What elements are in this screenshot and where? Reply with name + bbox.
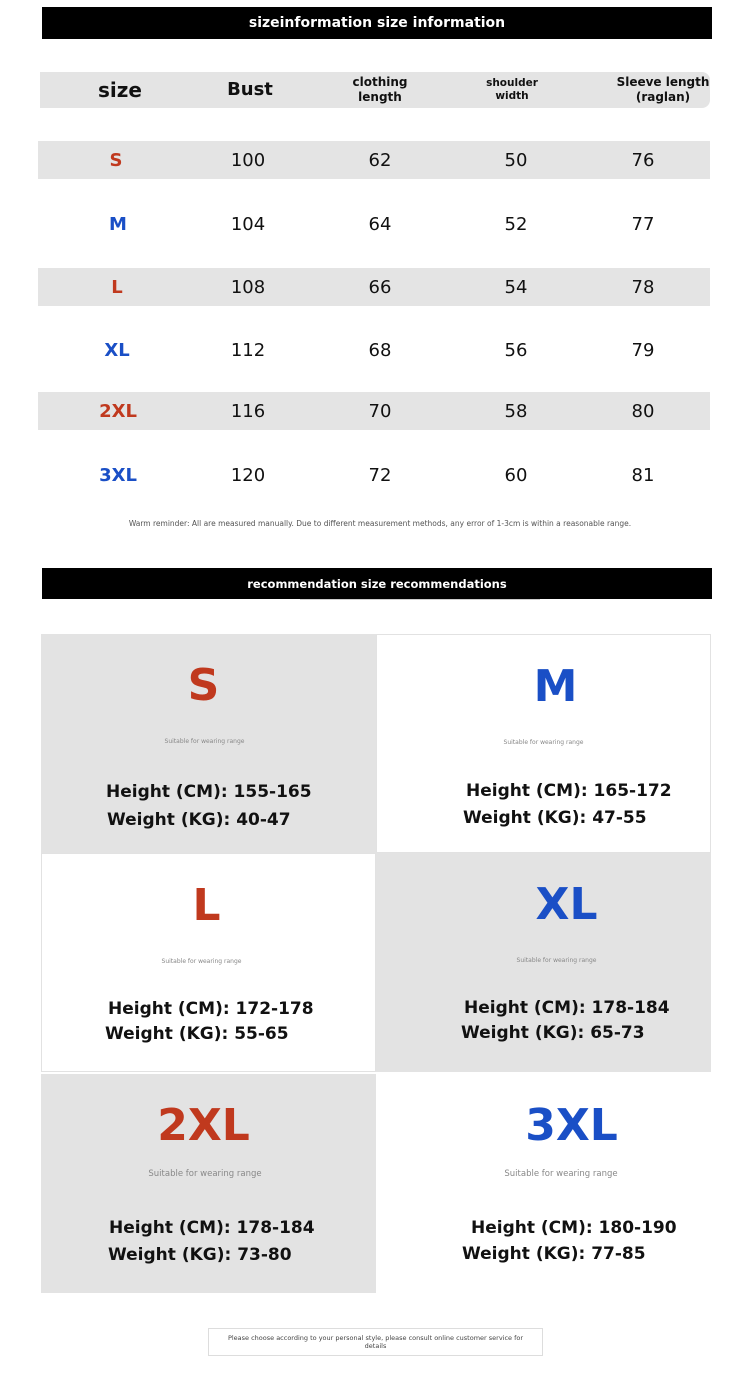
sleeve-value: 79 <box>631 339 655 361</box>
sleeve-value: 81 <box>631 464 655 486</box>
card-size-label: L <box>192 880 221 931</box>
card-height: Height (CM): 155-165 <box>106 782 312 802</box>
size-label: 2XL <box>99 400 137 422</box>
sleeve-value: 77 <box>631 213 655 235</box>
card-height: Height (CM): 180-190 <box>471 1218 677 1238</box>
header-bust: Bust <box>227 78 273 100</box>
bust-value: 100 <box>230 149 266 171</box>
bust-value: 116 <box>230 400 266 422</box>
length-value: 68 <box>368 339 392 361</box>
size-recommendations-title: recommendation size recommendations <box>247 576 507 591</box>
sleeve-value: 76 <box>631 149 655 171</box>
size-label: XL <box>104 339 130 361</box>
recommendation-card-3xl <box>376 1074 711 1293</box>
shoulder-value: 56 <box>504 339 528 361</box>
size-row-3xl <box>38 456 710 494</box>
sleeve-value: 80 <box>631 400 655 422</box>
card-height: Height (CM): 165-172 <box>466 781 672 801</box>
card-size-label: 3XL <box>525 1100 618 1151</box>
card-height: Height (CM): 172-178 <box>108 999 314 1019</box>
card-height: Height (CM): 178-184 <box>464 998 670 1018</box>
card-weight: Weight (KG): 47-55 <box>463 808 647 828</box>
size-label: L <box>111 276 123 298</box>
length-value: 72 <box>368 464 392 486</box>
card-weight: Weight (KG): 73-80 <box>108 1245 292 1265</box>
measurement-note: Warm reminder: All are measured manually. Due to different measurement methods, any error of 1-3cm is within a reasonable range. <box>128 519 632 528</box>
card-weight: Weight (KG): 40-47 <box>107 810 291 830</box>
card-size-label: 2XL <box>157 1100 250 1151</box>
length-value: 70 <box>368 400 392 422</box>
recommendation-card-2xl <box>41 1074 376 1293</box>
card-suitable-text: Suitable for wearing range <box>504 1169 618 1179</box>
size-row-s <box>38 141 710 179</box>
length-value: 66 <box>368 276 392 298</box>
size-label: S <box>109 149 123 171</box>
size-label: 3XL <box>99 464 137 486</box>
card-suitable-text: Suitable for wearing range <box>148 1169 262 1179</box>
card-size-label: S <box>187 660 220 711</box>
bust-value: 112 <box>230 339 266 361</box>
recommendation-card-l <box>41 853 376 1072</box>
card-weight: Weight (KG): 77-85 <box>462 1244 646 1264</box>
shoulder-value: 50 <box>504 149 528 171</box>
size-recommendations-banner <box>42 568 712 599</box>
header-clothing-length: clothing length <box>352 75 408 104</box>
bust-value: 104 <box>230 213 266 235</box>
shoulder-value: 60 <box>504 464 528 486</box>
bust-value: 120 <box>230 464 266 486</box>
size-label: M <box>109 213 127 235</box>
length-value: 64 <box>368 213 392 235</box>
size-row-l <box>38 268 710 306</box>
header-sleeve-length: Sleeve length (raglan) <box>616 75 710 104</box>
recommendation-card-m <box>376 634 711 853</box>
size-row-xl <box>38 331 710 369</box>
header-shoulder-width: shoulder width <box>486 76 538 102</box>
recommendation-grid <box>41 634 712 1293</box>
card-size-label: XL <box>535 879 598 930</box>
card-weight: Weight (KG): 55-65 <box>105 1024 289 1044</box>
card-weight: Weight (KG): 65-73 <box>461 1023 645 1043</box>
card-suitable-text: Suitable for wearing range <box>503 739 584 746</box>
card-suitable-text: Suitable for wearing range <box>161 958 242 965</box>
footer-advice <box>208 1328 543 1356</box>
footer-advice-text: Please choose according to your personal style, please consult online customer service for details <box>227 1333 524 1350</box>
size-row-2xl <box>38 392 710 430</box>
shoulder-value: 54 <box>504 276 528 298</box>
size-row-m <box>38 205 710 243</box>
recommendation-card-xl <box>376 853 711 1072</box>
length-value: 62 <box>368 149 392 171</box>
bust-value: 108 <box>230 276 266 298</box>
sleeve-value: 78 <box>631 276 655 298</box>
shoulder-value: 58 <box>504 400 528 422</box>
size-information-banner <box>42 7 712 39</box>
card-height: Height (CM): 178-184 <box>109 1218 315 1238</box>
card-size-label: M <box>533 661 578 712</box>
card-suitable-text: Suitable for wearing range <box>516 957 597 964</box>
header-size: size <box>98 77 142 102</box>
card-suitable-text: Suitable for wearing range <box>164 738 245 745</box>
shoulder-value: 52 <box>504 213 528 235</box>
recommendation-card-s <box>41 634 376 853</box>
size-information-title: sizeinformation size information <box>248 15 506 31</box>
